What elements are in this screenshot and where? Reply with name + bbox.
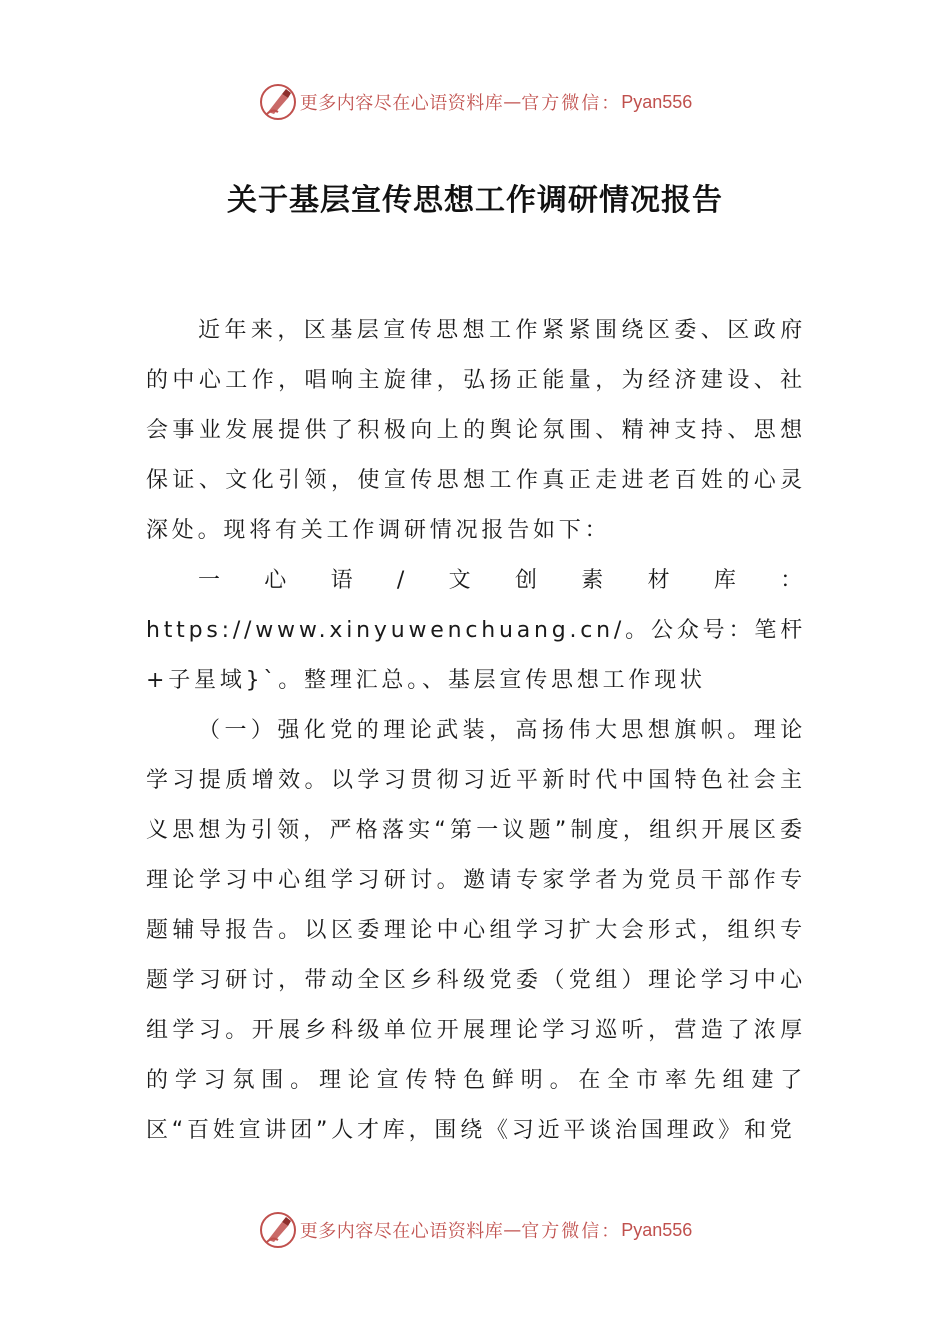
watermark-brand-text: 更多内容尽在心语资料库 <box>299 1221 504 1242</box>
watermark-wechat-id: Pyan556 <box>621 1219 693 1240</box>
watermark-brand-text: 更多内容尽在心语资料库 <box>299 93 504 114</box>
paragraph-section-1: （一）强化党的理论武装，高扬伟大思想旗帜。理论学习提质增效。以学习贯彻习近平新时代中国特色社会主义思想为引领，严格落实“第一议题”制度，组织开展区委理论学习中心组学习研讨。邀请专家学者为党员干部作专题辅导报告。以区委理论中心组学习扩大会形式，组织专题学习研讨，带动全区乡科级党委（党组）理论学习中心组学习。开展乡科级单位开展理论学习巡听，营造了浓厚的学习氛围。理论宣传特色鲜明。在全市率先组建了区“百姓宣讲团”人才库，围绕《习近平谈治国理政》和党 <box>146 718 806 1143</box>
footer-watermark <box>0 1210 950 1250</box>
watermark-wechat-id: Pyan556 <box>621 91 693 112</box>
watermark-official-label: 官方微信： <box>521 93 622 114</box>
pen-nib-icon <box>258 1210 298 1250</box>
watermark-separator: — <box>503 91 522 113</box>
document-title: 关于基层宣传思想工作调研情况报告 <box>227 183 723 218</box>
watermark-official-label: 官方微信： <box>521 1221 622 1242</box>
header-watermark <box>0 82 950 122</box>
pen-nib-icon <box>258 82 298 122</box>
watermark-separator: — <box>503 1219 522 1241</box>
document-body <box>146 306 806 1156</box>
paragraph-intro: 近年来，区基层宣传思想工作紧紧围绕区委、区政府的中心工作，唱响主旋律，弘扬正能量，为经济建设、社会事业发展提供了积极向上的舆论氛围、精神支持、思想保证、文化引领，使宣传思想工作真正走进老百姓的心灵深处。现将有关工作调研情况报告如下： <box>146 318 806 543</box>
paragraph-source-note: 一心语/文创素材库：https://www.xinyuwenchuang.cn/。公众号：笔杆+子星域}`。整理汇总。、基层宣传思想工作现状 <box>146 568 806 693</box>
